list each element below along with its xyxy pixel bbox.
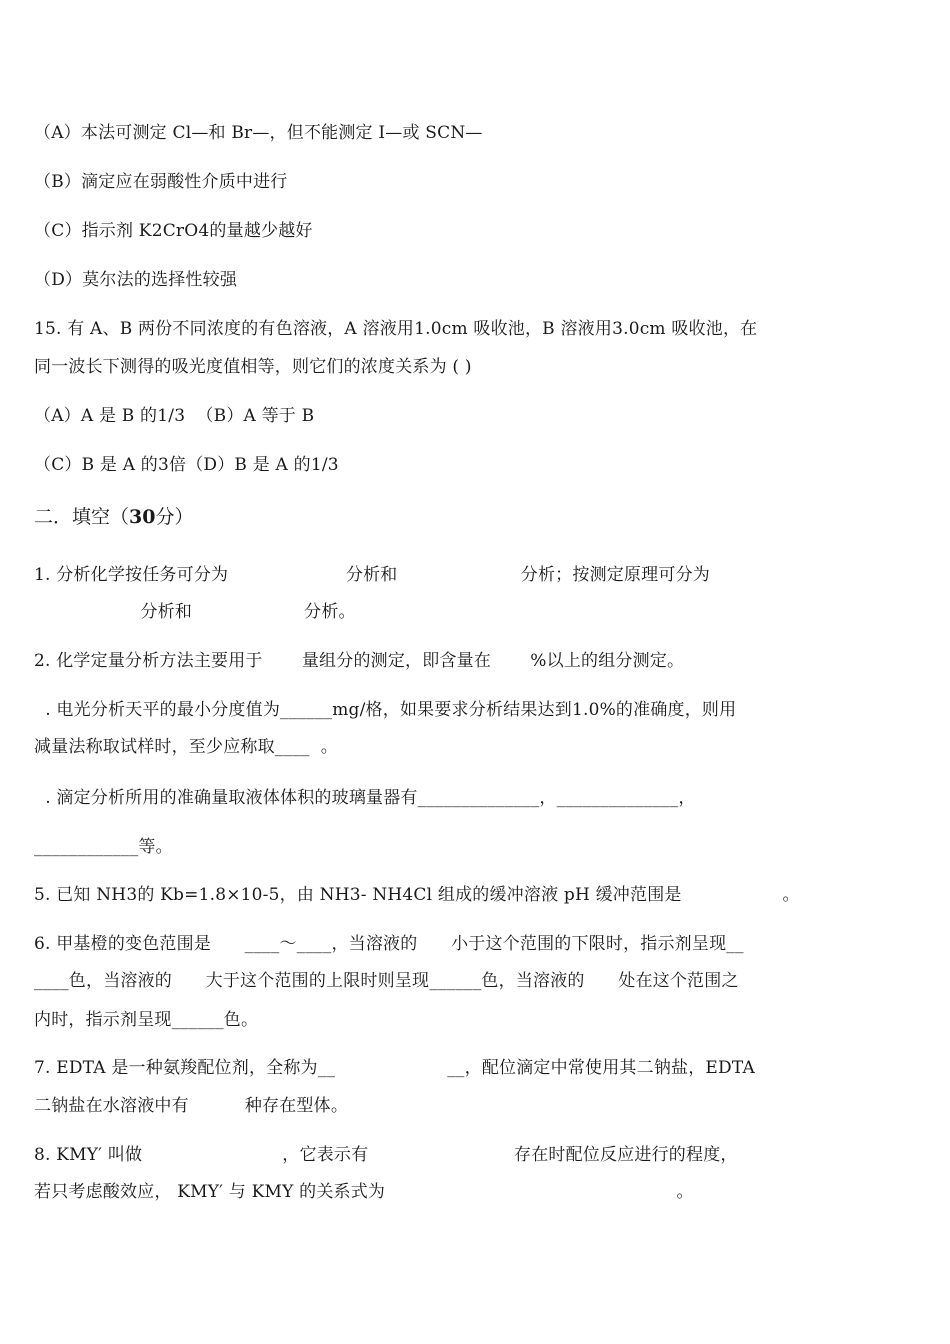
fill-q8-line2: 若只考虑酸效应， KMY′ 与 KMY 的关系式为 。 (34, 1182, 694, 1202)
q14-option-b: （B）滴定应在弱酸性介质中进行 (34, 172, 288, 192)
q15-options-ab: （A）A 是 B 的1/3 （B）A 等于 B (34, 406, 315, 426)
fill-q4-line1: . 滴定分析所用的准确量取液体体积的玻璃量器有______________，______________， (34, 788, 696, 808)
fill-q7-line1: 7. EDTA 是一种氨羧配位剂，全称为__ __，配位滴定中常使用其二钠盐，EDTA (34, 1058, 755, 1078)
q14-option-a: （A）本法可测定 Cl—和 Br—，但不能测定 I—或 SCN— (34, 123, 483, 143)
fill-q7-line2: 二钠盐在水溶液中有 种存在型体。 (34, 1096, 349, 1116)
q15-stem-line1: 15. 有 A、B 两份不同浓度的有色溶液，A 溶液用1.0cm 吸收池，B 溶液用3.0cm 吸收池，在 (34, 319, 758, 339)
fill-q6-line3: 内时，指示剂呈现______色。 (34, 1010, 259, 1030)
fill-q1-line2: 分析和 分析。 (34, 602, 356, 622)
q14-option-d: （D）莫尔法的选择性较强 (34, 270, 238, 290)
fill-q2-line1: 2. 化学定量分析方法主要用于 量组分的测定，即含量在 %以上的组分测定。 (34, 651, 685, 671)
fill-q6-line1: 6. 甲基橙的变色范围是 ____～____，当溶液的 小于这个范围的下限时，指示剂呈现__ (34, 934, 744, 954)
fill-q3-line1: . 电光分析天平的最小分度值为______mg/格，如果要求分析结果达到1.0%的准确度，则用 (34, 700, 737, 720)
fill-q6-line2: ____色，当溶液的 大于这个范围的上限时则呈现______色，当溶液的 处在这个范围之 (34, 971, 739, 991)
fill-q4-line2: ____________等。 (34, 837, 173, 857)
q15-options-cd: （C）B 是 A 的3倍（D）B 是 A 的1/3 (34, 455, 339, 475)
fill-q5-line1: 5. 已知 NH3的 Kb=1.8×10-5，由 NH3- NH4Cl 组成的缓冲溶液 pH 缓冲范围是 。 (34, 885, 800, 905)
section-score: 30 (129, 506, 156, 528)
q15-stem-line2: 同一波长下测得的吸光度值相等，则它们的浓度关系为 ( ) (34, 357, 472, 377)
section-heading-prefix: 二．填空（ (34, 506, 130, 528)
section-heading (34, 505, 193, 529)
q14-option-c: （C）指示剂 K2CrO4的量越少越好 (34, 221, 313, 241)
fill-q3-line2: 减量法称取试样时，至少应称取____ 。 (34, 737, 339, 757)
fill-q1-line1: 1. 分析化学按任务可分为 分析和 分析；按测定原理可分为 (34, 565, 710, 585)
section-heading-suffix: 分） (155, 506, 194, 528)
fill-q8-line1: 8. KMY′ 叫做 ，它表示有 存在时配位反应进行的程度， (34, 1145, 738, 1165)
